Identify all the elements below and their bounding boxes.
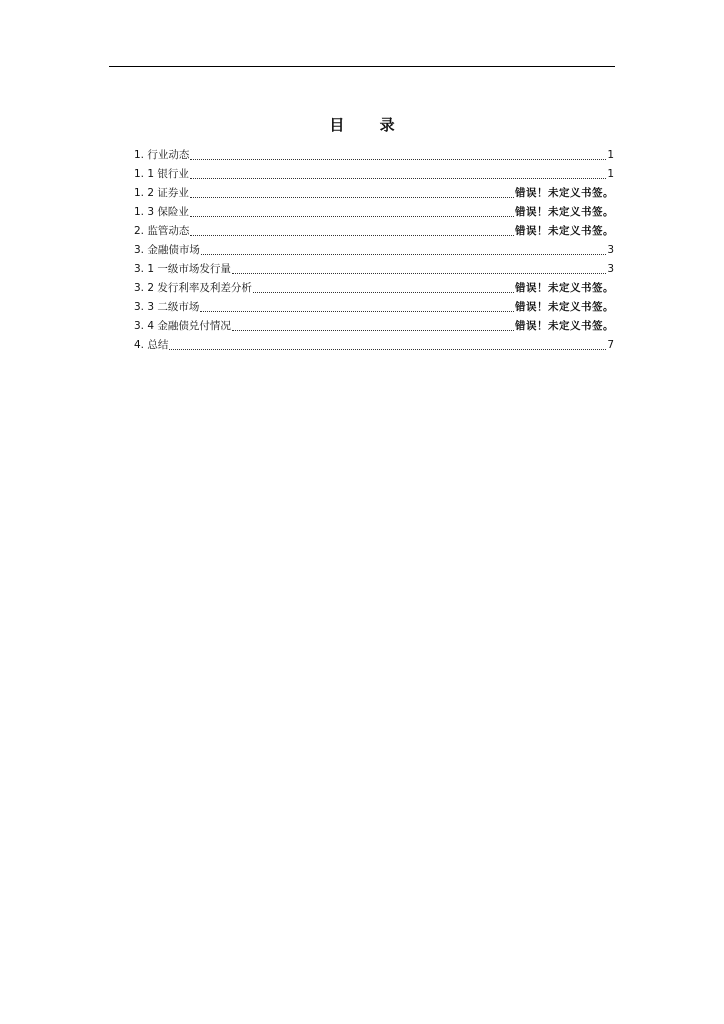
toc-entry-label: 1. 行业动态 [134, 149, 190, 161]
toc-entry-page: 1 [607, 149, 614, 161]
toc-entry[interactable] [134, 241, 614, 260]
toc-entry-label: 3. 1 一级市场发行量 [134, 263, 231, 275]
toc-entry-label: 1. 1 银行业 [134, 168, 189, 180]
toc-entry-page: 错误！未定义书签。 [515, 225, 614, 237]
toc-entry-page: 1 [607, 168, 614, 180]
toc-leader-dots [169, 348, 606, 350]
toc-list [134, 146, 614, 355]
toc-entry[interactable] [134, 165, 614, 184]
toc-leader-dots [190, 158, 606, 160]
toc-entry-label: 1. 3 保险业 [134, 206, 189, 218]
toc-entry[interactable] [134, 317, 614, 336]
toc-leader-dots [253, 291, 514, 293]
toc-entry-page: 错误！未定义书签。 [515, 282, 614, 294]
toc-entry-label: 2. 监管动态 [134, 225, 190, 237]
toc-entry-label: 3. 4 金融债兑付情况 [134, 320, 231, 332]
toc-entry[interactable] [134, 184, 614, 203]
toc-entry-label: 3. 3 二级市场 [134, 301, 200, 313]
toc-entry[interactable] [134, 222, 614, 241]
toc-leader-dots [232, 329, 514, 331]
toc-entry-page: 错误！未定义书签。 [515, 301, 614, 313]
toc-entry-label: 1. 2 证券业 [134, 187, 189, 199]
toc-entry[interactable] [134, 298, 614, 317]
toc-entry-page: 错误！未定义书签。 [515, 320, 614, 332]
toc-entry[interactable] [134, 203, 614, 222]
toc-entry-label: 3. 金融债市场 [134, 244, 200, 256]
toc-entry[interactable] [134, 260, 614, 279]
toc-leader-dots [200, 310, 514, 312]
toc-leader-dots [190, 215, 514, 217]
toc-leader-dots [190, 196, 514, 198]
toc-entry-page: 3 [607, 263, 614, 275]
header-rule [109, 66, 615, 67]
toc-entry-page: 3 [607, 244, 614, 256]
toc-leader-dots [190, 177, 606, 179]
toc-entry[interactable] [134, 279, 614, 298]
toc-entry[interactable] [134, 146, 614, 165]
toc-entry-label: 3. 2 发行利率及利差分析 [134, 282, 252, 294]
toc-entry-page: 7 [607, 339, 614, 351]
toc-title: 目 录 [329, 116, 410, 134]
toc-entry[interactable] [134, 336, 614, 355]
toc-leader-dots [232, 272, 606, 274]
toc-leader-dots [190, 234, 514, 236]
toc-entry-page: 错误！未定义书签。 [515, 206, 614, 218]
toc-entry-page: 错误！未定义书签。 [515, 187, 614, 199]
toc-leader-dots [201, 253, 606, 255]
toc-entry-label: 4. 总结 [134, 339, 169, 351]
